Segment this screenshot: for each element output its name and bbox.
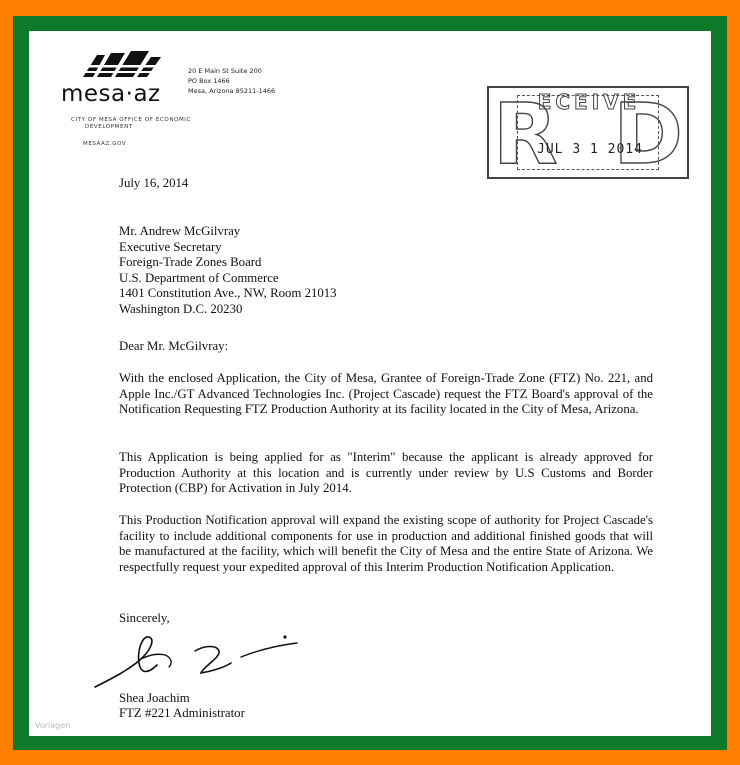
address-line: 20 E Main St Suite 200 — [188, 67, 262, 75]
watermark: Vorlagen — [35, 721, 71, 730]
body-paragraph-3: This Production Notification approval will expand the existing scope of authority for Project Cascade's facility to include additional components for use in production and additional finished goods that will be manufactured at the facility, which will benefit the City of Mesa and the entire State of Arizona. We respectfully request your expedited approval of this Interim Production Notification Application. — [119, 513, 653, 574]
recipient-line: 1401 Constitution Ave., NW, Room 21013 — [119, 286, 337, 301]
salutation: Dear Mr. McGilvray: — [119, 339, 229, 353]
letter-page — [29, 31, 711, 736]
logo-url: MESAAZ.GOV — [83, 141, 127, 147]
logo-subtitle-2: DEVELOPMENT — [85, 124, 133, 130]
letter-date: July 16, 2014 — [119, 176, 189, 190]
logo-subtitle-1: CITY OF MESA OFFICE OF ECONOMIC — [71, 117, 191, 123]
stamp-date: JUL 3 1 2014 — [537, 142, 643, 157]
received-stamp — [487, 85, 689, 183]
stamp-word: ECEIVE — [537, 90, 641, 114]
mesa-logo — [61, 49, 191, 147]
recipient-line: Mr. Andrew McGilvray — [119, 224, 241, 238]
signer-title: FTZ #221 Administrator — [119, 706, 245, 720]
address-line: PO Box 1466 — [188, 77, 230, 85]
recipient-line: Foreign-Trade Zones Board — [119, 255, 262, 270]
recipient-line: Washington D.C. 20230 — [119, 301, 243, 316]
recipient-line: Executive Secretary — [119, 239, 222, 254]
signer-block — [119, 691, 245, 721]
address-line: Mesa, Arizona 85211-1466 — [188, 87, 276, 95]
letterhead-address — [188, 66, 275, 96]
body-paragraph-1: With the enclosed Application, the City of Mesa, Grantee of Foreign-Trade Zone (FTZ) No. 221, and Apple Inc./GT Advanced Technologies Inc. (Project Cascade) request the FTZ Board's approval of the Notification Requesting FTZ Production Authority at its facility located in the City of Mesa, Arizona. — [119, 371, 653, 417]
body-paragraph-2: This Application is being applied for as "Interim" because the applicant is already approved for Production Authority at this location and is currently under review by U.S Customs and Border Protection (CBP) for Activation in July 2014. — [119, 450, 653, 496]
mesa-logo-mark-icon — [83, 49, 163, 79]
stamp-letter-d: D — [613, 85, 683, 183]
closing: Sincerely, — [119, 611, 170, 625]
recipient-address — [119, 224, 337, 318]
signature-icon — [91, 629, 301, 691]
stamp-letter-r: R — [493, 85, 558, 183]
signer-name: Shea Joachim — [119, 691, 190, 705]
logo-wordmark: mesa·az — [61, 81, 161, 107]
recipient-line: U.S. Department of Commerce — [119, 270, 279, 285]
